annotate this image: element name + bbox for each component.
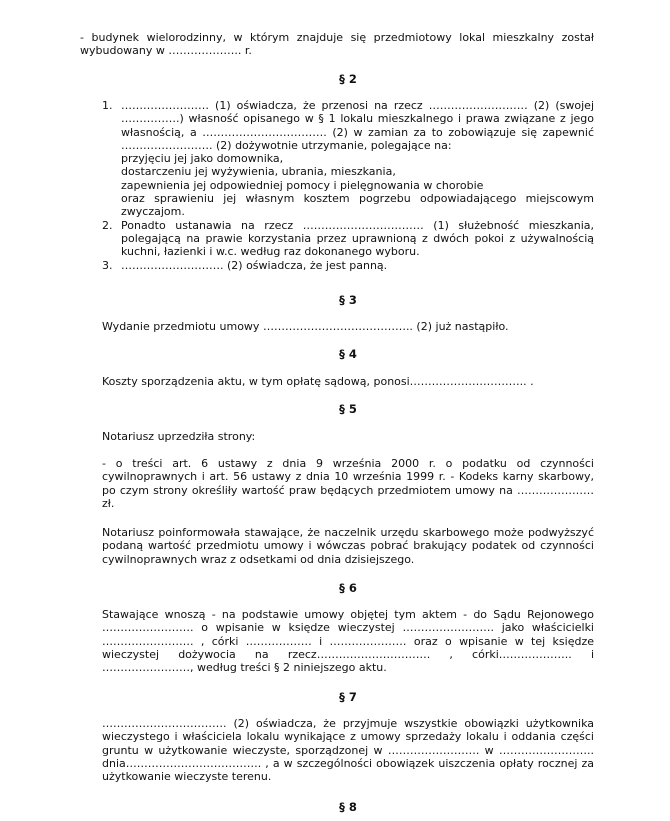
- section-2-item-1-sublist: [102, 152, 594, 218]
- intro-paragraph: - budynek wielorodzinny, w którym znajduje się przedmiotowy lokal mieszkalny został wybudowany w ……………….. r.: [80, 31, 594, 58]
- section-7-text: ……………………………. (2) oświadcza, że przyjmuje wszystkie obowiązki użytkownika wieczystego i właściciela lokalu wynikające z umowy sprzedaży lokalu i oddania części gruntu w użytkowanie wieczyste, sporządzonej w ……………………. w …………………….. dnia………………………………. , a w szczególności obowiązek uiszczenia opłaty rocznej za użytkowanie wieczyste terenu.: [102, 717, 594, 784]
- section-2-heading: § 2: [339, 72, 357, 86]
- section-4-heading: § 4: [339, 347, 357, 361]
- section-6-text: Stawające wnoszą - na podstawie umowy objętej tym aktem - do Sądu Rejonowego ……………………. o wpisanie w księdze wieczystej ……………………. jako właścicielki ……………………. , córki ……………… i ………………… oraz o wpisanie w tej księdze wieczystej dożywocia na rzecz…………………………. , córki……………….. i ……………………, według treści § 2 niniejszego aktu.: [102, 608, 594, 675]
- sub-item: przyjęciu jej jako domownika,: [121, 152, 284, 166]
- section-2-item-2: [102, 219, 594, 259]
- sub-item: dostarczeniu jej wyżywienia, ubrania, mieszkania,: [121, 165, 396, 179]
- item-number: 2.: [102, 218, 113, 232]
- sub-item: oraz sprawieniu jej własnym kosztem pogrzebu odpowiadającego miejscowym zwyczajom.: [121, 192, 594, 219]
- item-number: 3.: [102, 258, 113, 272]
- section-3-text: Wydanie przedmiotu umowy ………………………………….. (2) już nastąpiło.: [102, 320, 509, 333]
- section-7-heading: § 7: [339, 690, 357, 704]
- section-5-heading: § 5: [339, 402, 357, 416]
- section-5-intro: Notariusz uprzedziła strony:: [102, 430, 256, 443]
- item-text: Ponadto ustanawia na rzecz …………………………… (1) służebność mieszkania, polegającą na prawie korzystania przez uprawnioną z dwóch pokoi z używalnością kuchni, łazienki i w.c. według raz dokonanego wyboru.: [121, 218, 594, 259]
- item-text: …………………… (1) oświadcza, że przenosi na rzecz ……………………… (2) (swojej …………….) własność opisanego w § 1 lokalu mieszkalnego i prawa związane z jego własnością, a ……………………………. (2) w zamian za to zobowiązuje się zapewnić ……………………. (2) dożywotnie utrzymanie, polegające na:: [121, 99, 594, 152]
- section-2-list: [102, 99, 594, 272]
- section-2-item-1: [102, 99, 594, 152]
- section-2-body: [102, 99, 594, 272]
- sub-item: zapewnienia jej odpowiedniej pomocy i pielęgnowania w chorobie: [121, 178, 484, 192]
- section-4-text: Koszty sporządzenia aktu, w tym opłatę sądową, ponosi………………………….. .: [102, 375, 534, 388]
- section-5-paragraph-2: - o treści art. 6 ustawy z dnia 9 września 2000 r. o podatku od czynności cywilnoprawnych i art. 56 ustawy z dnia 10 września 1999 r. - Kodeks karny skarbowy, po czym strony określiły wartość praw będących przedmiotem umowy na ………………… zł.: [102, 457, 594, 510]
- section-8-heading: § 8: [339, 800, 357, 814]
- section-2-item-3: [102, 259, 594, 272]
- item-text: ………………………. (2) oświadcza, że jest panną.: [121, 258, 388, 272]
- section-6-heading: § 6: [339, 581, 357, 595]
- section-3-heading: § 3: [339, 293, 357, 307]
- item-number: 1.: [102, 99, 113, 112]
- section-5-paragraph-3: Notariusz poinformowała stawające, że naczelnik urzędu skarbowego może podwyższyć podaną wartość przedmiotu umowy i wówczas pobrać brakujący podatek od czynności cywilnoprawnych wraz z odsetkami od dnia dzisiejszego.: [102, 526, 594, 566]
